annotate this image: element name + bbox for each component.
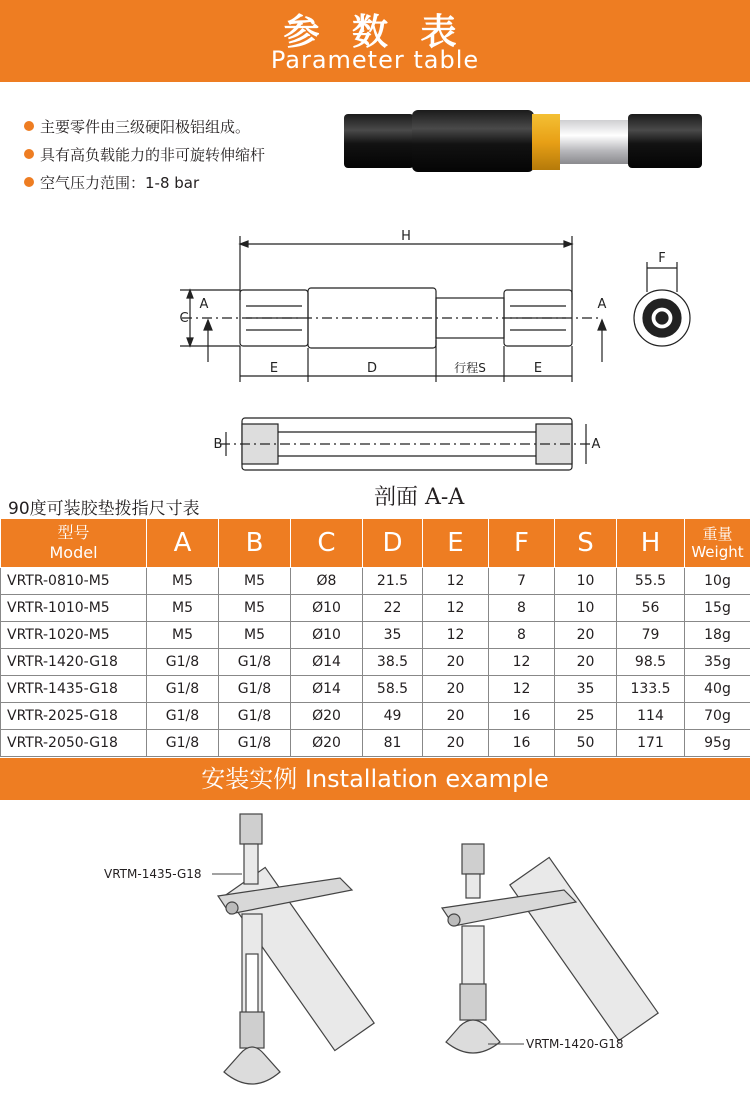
header-model: 型号 Model [1,519,147,568]
header-banner [0,0,750,82]
dim-label-b: B [213,437,223,452]
value-cell: Ø14 [291,676,363,703]
value-cell: Ø20 [291,703,363,730]
feature-text: 主要零件由三级硬阳极铝组成。 [40,117,251,136]
install-title: 安装实例 Installation example [0,758,750,800]
value-cell: 12 [423,622,489,649]
photo-gold-band [532,114,560,170]
dim-label-a-left: A [199,297,209,312]
value-cell: M5 [147,595,219,622]
value-cell: 8 [489,595,555,622]
value-cell: 12 [489,649,555,676]
value-cell: 56 [617,595,685,622]
value-cell: G1/8 [147,703,219,730]
table-row [1,622,750,649]
value-cell: 95g [685,730,750,757]
model-cell: VRTR-1020-M5 [1,622,147,649]
page-title-en: Parameter table [270,46,480,74]
header-col: B [219,519,291,568]
value-cell: 58.5 [363,676,423,703]
parameter-table [0,518,750,757]
value-cell: 12 [423,568,489,595]
value-cell: 55.5 [617,568,685,595]
bullet-icon [24,149,34,159]
value-cell: 8 [489,622,555,649]
photo-hex-end-left [344,114,414,168]
value-cell: 20 [423,730,489,757]
value-cell: M5 [147,568,219,595]
feature-item [24,112,265,140]
technical-drawing [150,210,710,480]
header-col: E [423,519,489,568]
value-cell: 20 [423,703,489,730]
value-cell: 35g [685,649,750,676]
dim-label-a-right: A [597,297,607,312]
photo-piston-rod [560,120,630,164]
header-col: A [147,519,219,568]
value-cell: Ø14 [291,649,363,676]
value-cell: G1/8 [147,649,219,676]
table-row [1,568,750,595]
value-cell: 98.5 [617,649,685,676]
value-cell: 35 [555,676,617,703]
dim-label-h: H [401,229,411,244]
header-col: H [617,519,685,568]
value-cell: 49 [363,703,423,730]
install-right [442,844,658,1053]
table-row [1,649,750,676]
value-cell: 12 [423,595,489,622]
page-title-cn: 参 数 表 [283,12,467,53]
value-cell: G1/8 [219,649,291,676]
value-cell: Ø10 [291,595,363,622]
installation-illustration [90,804,690,1096]
table-row [1,730,750,757]
feature-text: 具有高负载能力的非可旋转伸缩杆 [40,145,266,164]
feature-item [24,140,265,168]
value-cell: 81 [363,730,423,757]
header-weight: 重量 Weight [685,519,750,568]
value-cell: 38.5 [363,649,423,676]
value-cell: 20 [423,676,489,703]
value-cell: 21.5 [363,568,423,595]
table-title: 90度可装胶垫拨指尺寸表 [8,499,200,519]
drawing-outline [180,236,690,470]
value-cell: 20 [555,622,617,649]
value-cell: G1/8 [219,676,291,703]
dim-label-e-left: E [269,361,279,376]
value-cell: 15g [685,595,750,622]
header-col: F [489,519,555,568]
value-cell: Ø10 [291,622,363,649]
value-cell: 7 [489,568,555,595]
photo-cylinder-body [412,110,534,172]
value-cell: 20 [555,649,617,676]
model-cell: VRTR-1420-G18 [1,649,147,676]
value-cell: M5 [219,622,291,649]
value-cell: 16 [489,730,555,757]
model-cell: VRTR-2025-G18 [1,703,147,730]
feature-item [24,168,265,196]
model-cell: VRTR-2050-G18 [1,730,147,757]
header-col: C [291,519,363,568]
value-cell: 133.5 [617,676,685,703]
feature-text: 空气压力范围：1-8 bar [40,173,200,192]
value-cell: 12 [489,676,555,703]
value-cell: 50 [555,730,617,757]
value-cell: 22 [363,595,423,622]
install-left [218,814,374,1084]
bullet-icon [24,177,34,187]
value-cell: 10g [685,568,750,595]
table-row [1,595,750,622]
dim-label-d: D [366,361,378,376]
value-cell: G1/8 [219,703,291,730]
value-cell: 10 [555,595,617,622]
value-cell: 20 [423,649,489,676]
value-cell: M5 [219,568,291,595]
value-cell: 18g [685,622,750,649]
dim-label-stroke: 行程S [454,361,486,375]
value-cell: 79 [617,622,685,649]
dim-label-f: F [658,251,666,266]
header-col: S [555,519,617,568]
dim-label-e-right: E [533,361,543,376]
value-cell: 16 [489,703,555,730]
model-cell: VRTR-0810-M5 [1,568,147,595]
callout-right: VRTM-1420-G18 [526,1037,624,1051]
callout-left: VRTM-1435-G18 [104,867,202,881]
feature-list [24,112,265,196]
dim-label-a-section: A [591,437,601,452]
model-cell: VRTR-1010-M5 [1,595,147,622]
model-cell: VRTR-1435-G18 [1,676,147,703]
value-cell: 10 [555,568,617,595]
table-header-row [1,519,750,568]
value-cell: 114 [617,703,685,730]
value-cell: 70g [685,703,750,730]
value-cell: Ø8 [291,568,363,595]
dim-label-c: C [179,311,189,326]
value-cell: 35 [363,622,423,649]
value-cell: 25 [555,703,617,730]
value-cell: 171 [617,730,685,757]
value-cell: Ø20 [291,730,363,757]
table-row [1,703,750,730]
bullet-icon [24,121,34,131]
value-cell: G1/8 [147,730,219,757]
table-row [1,676,750,703]
value-cell: M5 [219,595,291,622]
section-caption: 剖面 A-A [374,485,465,510]
value-cell: M5 [147,622,219,649]
value-cell: G1/8 [219,730,291,757]
photo-hex-end-right [628,114,702,168]
header-col: D [363,519,423,568]
product-photo [338,102,708,182]
value-cell: G1/8 [147,676,219,703]
value-cell: 40g [685,676,750,703]
